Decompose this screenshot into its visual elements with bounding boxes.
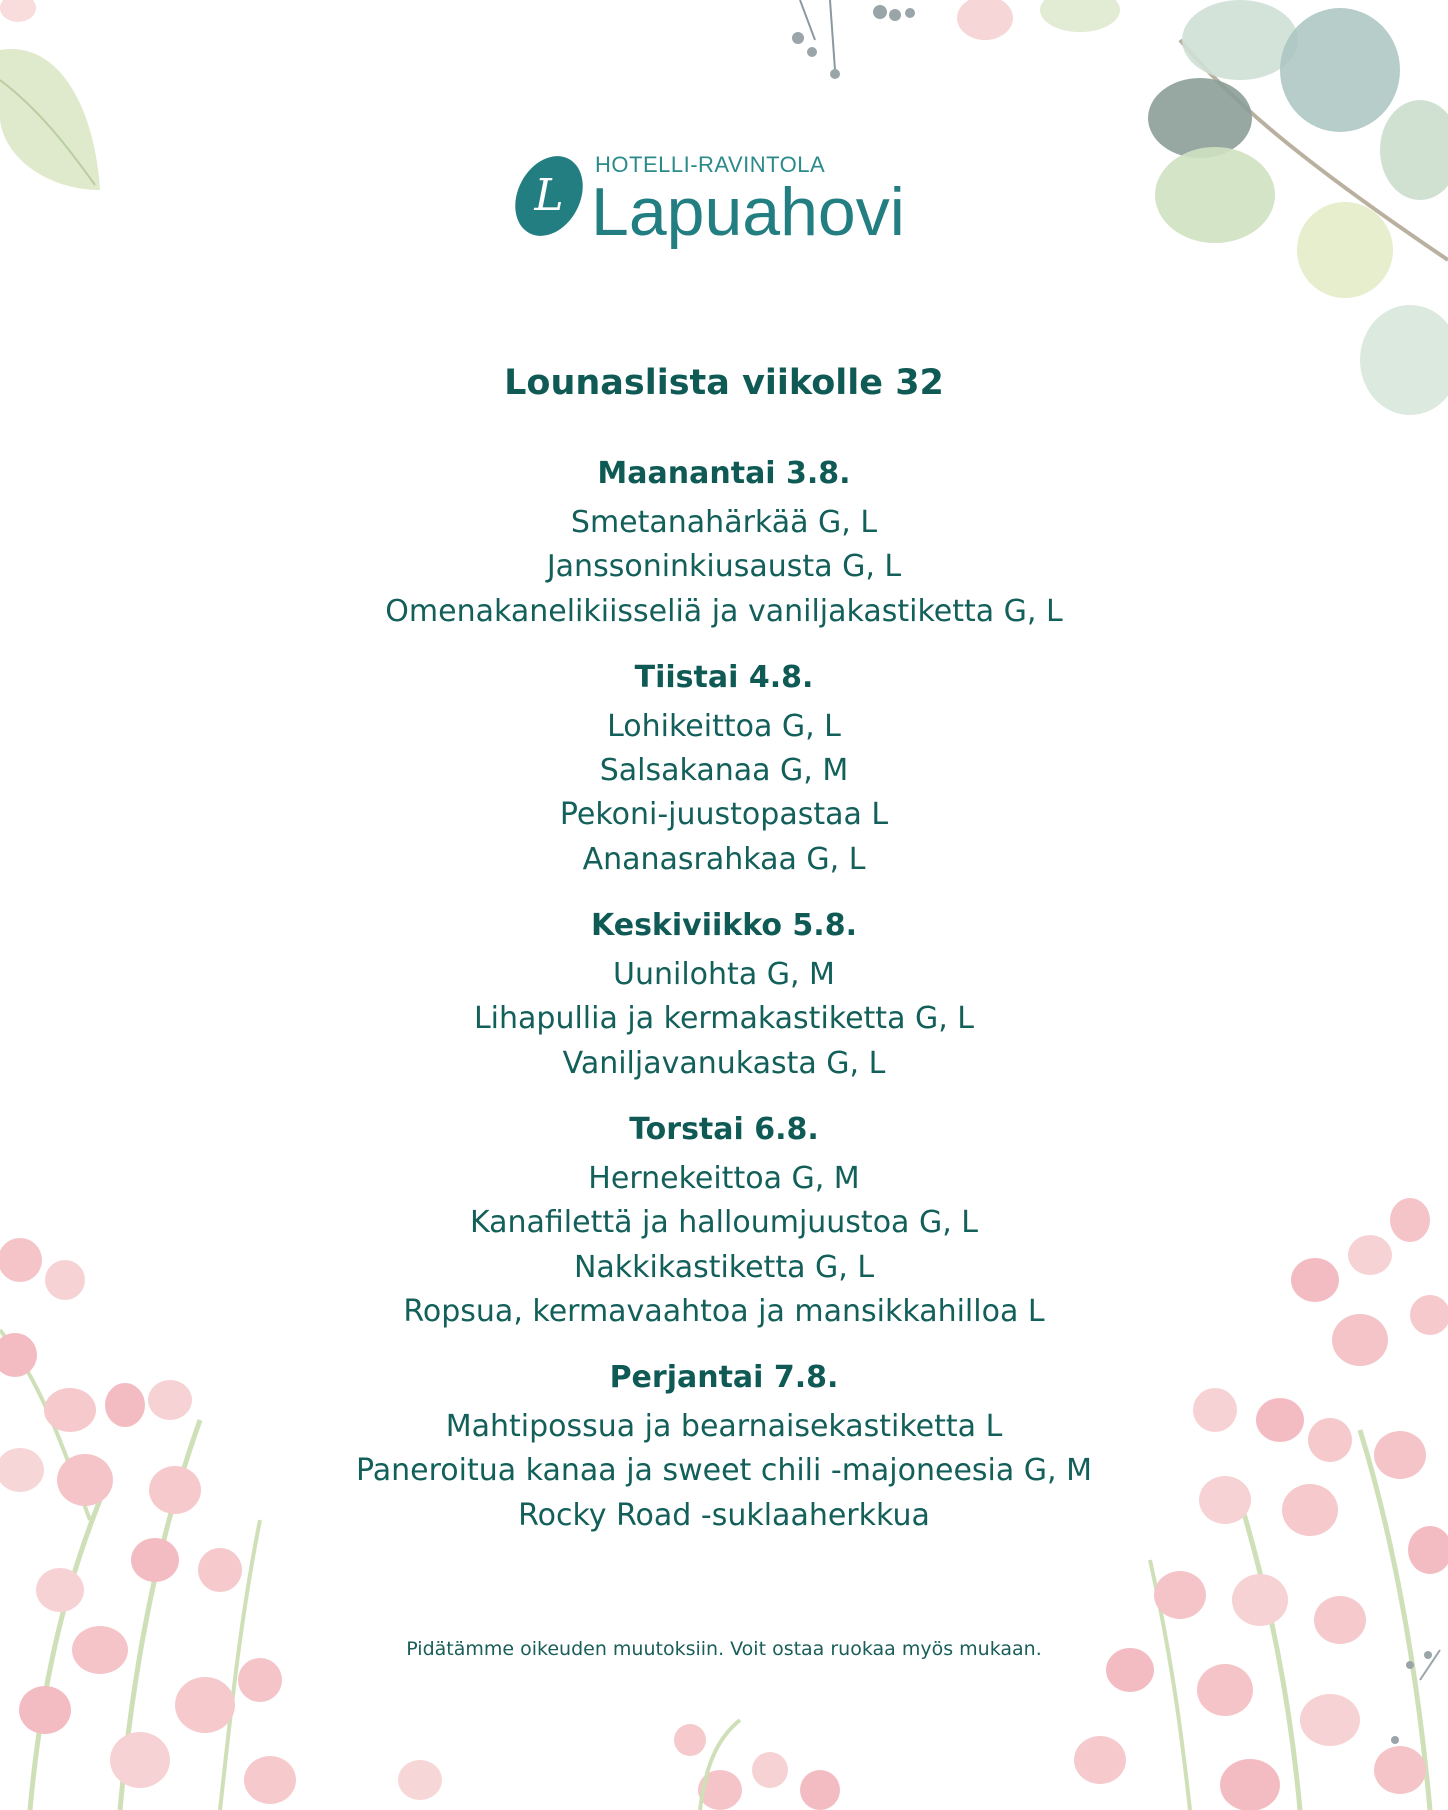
day-heading: Maanantai 3.8.	[597, 456, 851, 491]
day-heading: Perjantai 7.8.	[609, 1360, 839, 1396]
leaf-top-left	[0, 0, 100, 190]
dish-item: Omenakanelikiisseliä ja vaniljakastiketta G, L	[385, 593, 1063, 629]
dish-item: Mahtipossua ja bearnaisekastiketta L	[445, 1409, 1003, 1445]
logo-subtitle: HOTELLI-RAVINTOLA	[595, 152, 826, 177]
dish-item: Nakkikastiketta G, L	[573, 1249, 875, 1285]
dish-item: Kanafilettä ja halloumjuustoa G, L	[469, 1205, 979, 1241]
day-heading: Tiistai 4.8.	[634, 659, 814, 695]
day-friday	[0, 1357, 1448, 1538]
twig-top-center	[792, 0, 915, 79]
day-heading: Torstai 6.8.	[629, 1111, 819, 1147]
disclaimer-text: Pidätämme oikeuden muutoksiin. Voit ostaa ruokaa myös mukaan.	[406, 1638, 1042, 1660]
day-heading: Keskiviikko 5.8.	[591, 908, 857, 944]
logo-name: Lapuahovi	[591, 174, 905, 250]
dish-item: Pekoni-juustopastaa L	[559, 797, 889, 833]
dish-item: Uunilohta G, M	[613, 957, 835, 993]
dish-item: Salsakanaa G, M	[599, 753, 849, 789]
hotel-logo	[515, 148, 935, 258]
flowers-bottom-center	[398, 1720, 840, 1810]
day-monday	[0, 453, 1448, 634]
dish-item: Paneroitua kanaa ja sweet chili -majoneesia G, M	[355, 1453, 1093, 1489]
dish-item: Ropsua, kermavaahtoa ja mansikkahilloa L	[403, 1293, 1045, 1329]
dish-item: Lohikeittoa G, L	[607, 708, 841, 744]
menu-title: Lounaslista viikolle 32	[504, 363, 944, 403]
day-tuesday	[0, 657, 1448, 882]
day-wednesday	[0, 905, 1448, 1086]
logo-letter: L	[534, 170, 564, 221]
dish-item: Janssoninkiusausta G, L	[546, 549, 902, 585]
day-thursday	[0, 1109, 1448, 1334]
dish-item: Lihapullia ja kermakastiketta G, L	[473, 1001, 975, 1037]
dish-item: Hernekeittoa G, M	[588, 1160, 860, 1196]
eucalyptus-top-right	[957, 0, 1448, 415]
dish-item: Vaniljavanukasta G, L	[562, 1045, 886, 1081]
dish-item: Smetanahärkää G, L	[570, 505, 878, 540]
dish-item: Ananasrahkaa G, L	[582, 841, 866, 877]
menu-content	[0, 355, 1448, 1561]
dish-item: Rocky Road -suklaaherkkua	[518, 1497, 930, 1533]
logo-leaf-icon	[515, 150, 585, 238]
